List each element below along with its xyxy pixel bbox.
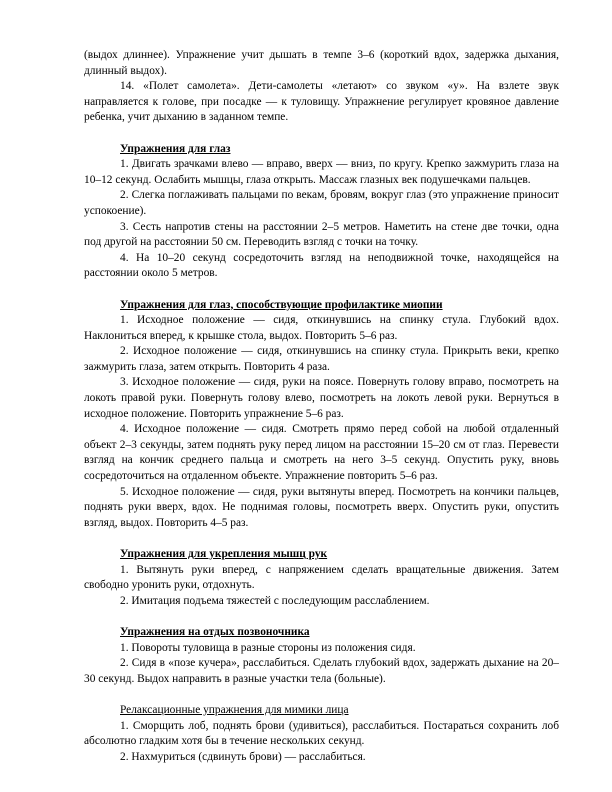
eye-exercise-4: 4. На 10–20 секунд сосредоточить взгляд на неподвижной точке, находящейся на расстоянии около 5 метров. bbox=[84, 251, 559, 280]
section-heading-spine: Упражнения на отдых позвоночника bbox=[120, 625, 310, 638]
arm-exercise-2: 2. Имитация подъема тяжестей с последующим расслаблением. bbox=[120, 594, 430, 607]
paragraph-airplane-exercise: 14. «Полет самолета». Дети-самолеты «летают» со звуком «у». На взлете звук направляется к голове, при посадке — к туловищу. Упражнение регулирует кровяное давление ребенка, учит дыханию в заданном темпе. bbox=[84, 80, 559, 124]
spine-exercise-2: 2. Сидя в «позе кучера», расслабиться. Сделать глубокий вдох, задержать дыхание на 20–30 секунд. Выдох направить в разные участки тела (больные). bbox=[84, 657, 559, 685]
myopia-exercise-1: 1. Исходное положение — сидя, откинувшись на спинку стула. Глубокий вдох. Наклониться вперед, к крышке стола, выдох. Повторить 5–6 раз. bbox=[84, 314, 559, 342]
myopia-exercise-3: 3. Исходное положение — сидя, руки на поясе. Повернуть голову вправо, посмотреть на локоть правой руки. Повернуть голову влево, посмотреть на локоть левой руки. Вернуться в исходное положение. Повторить упражнение 5–6 раз. bbox=[84, 376, 559, 420]
section-heading-face-relaxation: Релаксационные упражнения для мимики лица bbox=[120, 703, 349, 716]
document-body bbox=[84, 48, 559, 765]
face-exercise-2: 2. Нахмуриться (сдвинуть брови) — расслабиться. bbox=[120, 750, 366, 763]
eye-exercise-1: 1. Двигать зрачками влево — вправо, вверх — вниз, по кругу. Крепко зажмурить глаза на 10–12 секунд. Ослабить мышцы, глаза открыть. Массаж глазных век подушечками пальцев. bbox=[84, 158, 559, 186]
eye-exercise-3: 3. Сесть напротив стены на расстоянии 2–5 метров. Наметить на стене две точки, одна под другой на расстоянии 50 см. Переводить взгляд с точки на точку. bbox=[84, 220, 559, 249]
spacer bbox=[84, 282, 559, 298]
myopia-exercise-4: 4. Исходное положение — сидя. Смотреть прямо перед собой на любой отдаленный объект 2–3 секунды, затем поднять руку перед лицом на расстоянии 15–20 см от глаз. Перевести взгляд на кончик среднего пальца и смотреть на него 3–5 секунд. Опустить руку, вновь сосредоточиться на отдаленном объекте. Упражнение повторить 5–6 раз. bbox=[84, 423, 559, 483]
myopia-exercise-5: 5. Исходное положение — сидя, руки вытянуты вперед. Посмотреть на кончики пальцев, поднять руки вверх, вдох. Не поднимая головы, посмотреть вверх. Опустить руки, опустить взгляд, выдох. Повторить 4–5 раз. bbox=[84, 485, 559, 529]
spacer bbox=[84, 531, 559, 547]
spine-exercise-1: 1. Повороты туловища в разные стороны из положения сидя. bbox=[120, 641, 416, 654]
section-heading-eyes: Упражнения для глаз bbox=[120, 142, 231, 155]
face-exercise-1: 1. Сморщить лоб, поднять брови (удивиться), расслабиться. Постараться сохранить лоб абсолютно гладким хотя бы в течение нескольких секунд. bbox=[84, 719, 559, 748]
spacer bbox=[84, 126, 559, 142]
paragraph-breathing-continuation: (выдох длиннее). Упражнение учит дышать в темпе 3–6 (короткий вдох, задержка дыхания, длинный выдох). bbox=[84, 49, 559, 77]
spacer bbox=[84, 609, 559, 625]
section-heading-arms: Упражнения для укрепления мышц рук bbox=[120, 548, 328, 560]
myopia-exercise-2: 2. Исходное положение — сидя, откинувшись на спинку стула. Прикрыть веки, крепко зажмурить глаза, затем открыть. Повторить 4 раза. bbox=[84, 345, 559, 373]
eye-exercise-2: 2. Слегка поглаживать пальцами по векам, бровям, вокруг глаз (это упражнение приносит успокоение). bbox=[84, 189, 559, 217]
section-heading-myopia: Упражнения для глаз, способствующие профилактике миопии bbox=[120, 298, 443, 311]
spacer bbox=[84, 687, 559, 703]
arm-exercise-1: 1. Вытянуть руки вперед, с напряжением сделать вращательные движения. Затем свободно уронить руки, отдохнуть. bbox=[84, 563, 559, 592]
